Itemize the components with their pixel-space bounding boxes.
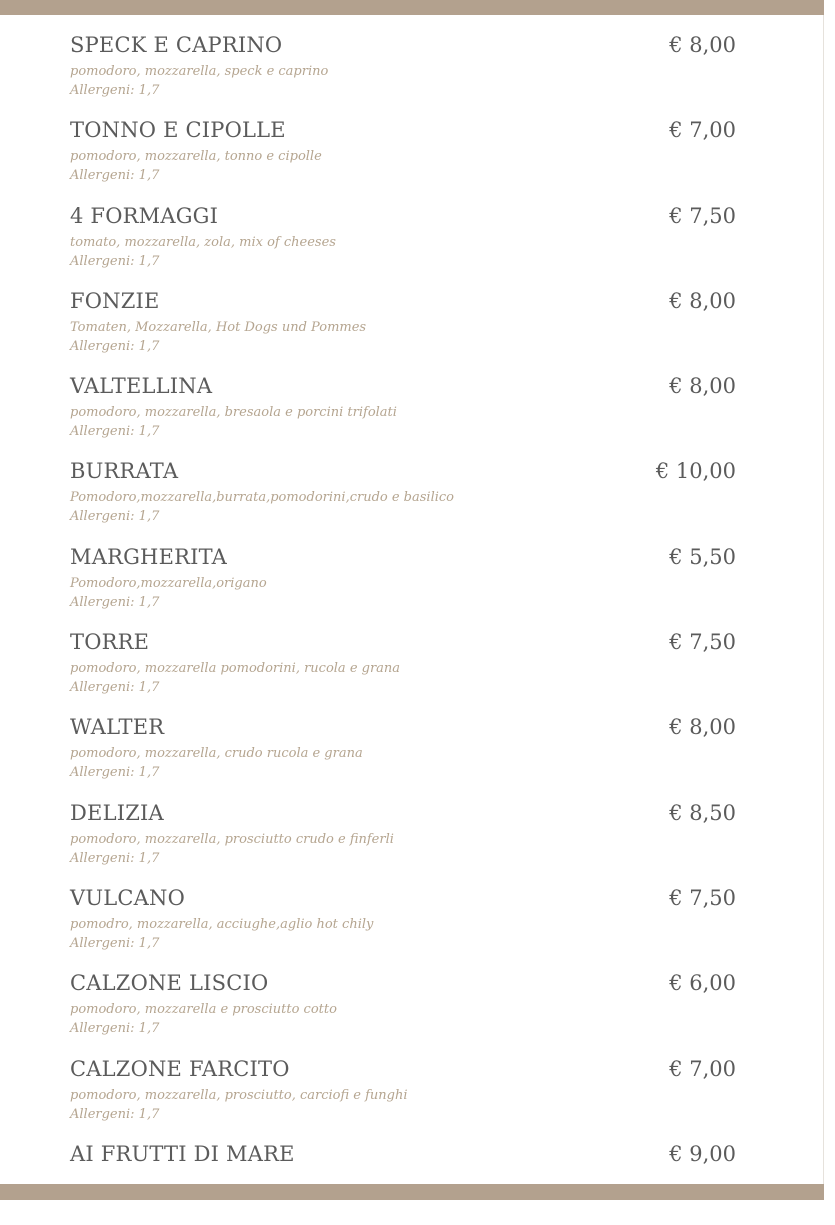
menu-item-allergens: Allergeni: 1,7 (70, 509, 160, 525)
menu-item-description: pomodoro, mozzarella, tonno e cipolle (70, 149, 322, 165)
menu-item-description: pomodoro, mozzarella, prosciutto crudo e finferli (70, 831, 394, 847)
menu-item-description: pomodoro, mozzarella pomodorini, rucola e grana (70, 661, 401, 677)
menu-item-price: € 8,00 (669, 715, 736, 740)
menu-item (70, 884, 736, 969)
menu-item-name: BURRATA (70, 459, 179, 484)
menu-item-allergens: Allergeni: 1,7 (70, 338, 160, 354)
menu-item-allergens: Allergeni: 1,7 (70, 1106, 160, 1122)
menu-item-price: € 6,00 (669, 971, 736, 996)
menu-item (70, 1055, 736, 1140)
menu-item-name: DELIZIA (70, 800, 164, 825)
menu-item-name: 4 FORMAGGI (70, 203, 219, 228)
menu-item-name: TONNO E CIPOLLE (70, 118, 286, 143)
menu-item-name: VULCANO (70, 885, 186, 910)
top-accent-bar (0, 0, 824, 15)
menu-item (70, 287, 736, 372)
menu-item (70, 543, 736, 628)
menu-item (70, 116, 736, 201)
menu-item-price: € 7,50 (669, 630, 736, 655)
menu-item (70, 457, 736, 542)
menu-item-allergens: Allergeni: 1,7 (70, 680, 160, 696)
menu-item-description: tomato, mozzarella, zola, mix of cheeses (70, 234, 336, 250)
menu-item-name: CALZONE LISCIO (70, 971, 269, 996)
menu-item-price: € 7,00 (669, 118, 736, 143)
menu-item-description: pomodoro, mozzarella, crudo rucola e grana (70, 746, 363, 762)
menu-item-description: Pomodoro,mozzarella,burrata,pomodorini,crudo e basilico (70, 490, 454, 506)
menu-item-allergens: Allergeni: 1,7 (70, 594, 160, 610)
menu-item (70, 628, 736, 713)
menu-item (70, 1140, 736, 1225)
menu-item-price: € 8,00 (669, 33, 736, 57)
menu-item-description: pomodro, mozzarella, acciughe,aglio hot chily (70, 916, 374, 932)
bottom-accent-bar (0, 1184, 824, 1200)
menu-item-description: Tomaten, Mozzarella, Hot Dogs und Pommes (70, 319, 367, 335)
menu-item-allergens: Allergeni: 1,7 (70, 935, 160, 951)
menu-item-description: pomodoro, mozzarella e prosciutto cotto (70, 1002, 337, 1018)
menu-item-name: FONZIE (70, 288, 160, 313)
menu-item-description: Pomodoro,mozzarella,origano (70, 575, 267, 591)
menu-item-allergens: Allergeni: 1,7 (70, 168, 160, 184)
menu-item-price: € 10,00 (655, 459, 736, 484)
menu-item-price: € 7,50 (669, 885, 736, 910)
menu-item-allergens: Allergeni: 1,7 (70, 253, 160, 269)
menu-item-price: € 7,50 (669, 203, 736, 228)
menu-item-allergens: Allergeni: 1,7 (70, 765, 160, 781)
menu-item-allergens: Allergeni: 1,7 (70, 850, 160, 866)
menu-item (70, 713, 736, 798)
menu-item-allergens: Allergeni: 1,7 (70, 424, 160, 440)
menu-item-price: € 8,50 (669, 800, 736, 825)
menu-item-name: TORRE (70, 630, 150, 655)
menu-item (70, 372, 736, 457)
menu-item-name: VALTELLINA (70, 374, 213, 399)
menu-item (70, 31, 736, 116)
menu-item-description: pomodoro, mozzarella, prosciutto, carciofi e funghi (70, 1087, 408, 1103)
menu-item-price: € 8,00 (669, 288, 736, 313)
menu-item (70, 202, 736, 287)
menu-item (70, 969, 736, 1054)
menu-item (70, 799, 736, 884)
menu-item-allergens: Allergeni: 1,7 (70, 83, 160, 98)
menu-item-price: € 5,50 (669, 544, 736, 569)
menu-item-name: SPECK E CAPRINO (70, 33, 283, 57)
menu-item-price: € 7,00 (669, 1056, 736, 1081)
menu-item-description: pomodoro, mozzarella, bresaola e porcini trifolati (70, 405, 397, 421)
menu-item-allergens: Allergeni: 1,7 (70, 1021, 160, 1037)
menu-item-name: CALZONE FARCITO (70, 1056, 290, 1081)
menu-item-description: pomodoro, mozzarella, speck e caprino (70, 64, 329, 79)
menu-item-price: € 9,00 (669, 1141, 736, 1166)
menu-list (70, 31, 736, 1225)
menu-item-name: MARGHERITA (70, 544, 228, 569)
menu-item-name: AI FRUTTI DI MARE (70, 1141, 295, 1166)
menu-item-price: € 8,00 (669, 374, 736, 399)
menu-item-name: WALTER (70, 715, 165, 740)
